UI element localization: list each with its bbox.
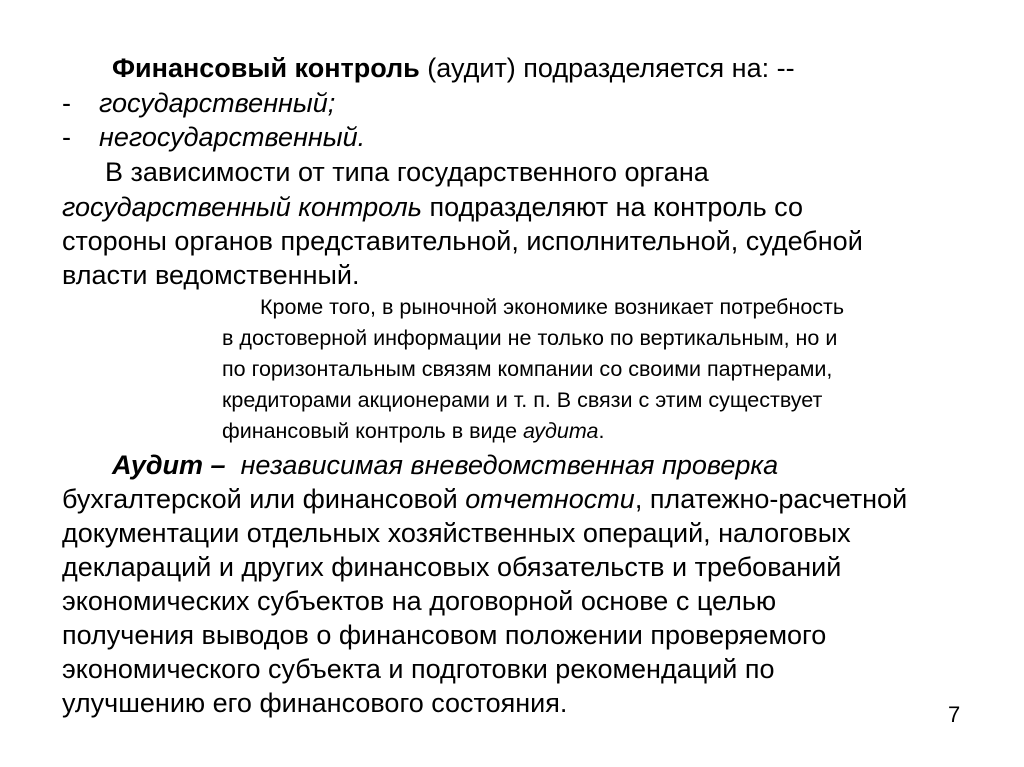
definition-text: независимая вневедомственная проверка <box>225 450 779 480</box>
list-item <box>62 120 365 154</box>
paragraph-line <box>62 190 803 224</box>
paragraph-line: документации отдельных хозяйственных операций, налоговых <box>62 518 851 548</box>
heading-bold-term: Финансовый контроль <box>112 53 420 83</box>
paragraph-text: подразделяют на контроль со <box>421 192 803 222</box>
italic-term: отчетности <box>465 484 635 514</box>
small-paragraph-line <box>222 416 604 446</box>
list-dash: - <box>62 88 71 118</box>
paragraph-text: , платежно-расчетной <box>634 484 908 514</box>
definition-line <box>112 448 778 482</box>
paragraph-line: получения выводов о финансовом положении проверяемого <box>62 620 827 650</box>
paragraph-line: стороны органов представительной, исполнительной, судебной <box>62 226 863 256</box>
paragraph-text: бухгалтерской или финансовой <box>62 484 466 514</box>
italic-term: аудита <box>523 419 599 443</box>
heading-rest: (аудит) подразделяется на: -- <box>419 53 795 83</box>
list-item <box>62 86 335 120</box>
list-dash: - <box>62 122 71 152</box>
small-paragraph-line: Кроме того, в рыночной экономике возникает потребность <box>260 295 845 319</box>
paragraph-line: В зависимости от типа государственного органа <box>105 157 709 187</box>
italic-term: государственный контроль <box>62 192 422 222</box>
paragraph-line: улучшению его финансового состояния. <box>62 688 568 718</box>
small-paragraph-line: в достоверной информации не только по вертикальным, но и <box>222 326 838 350</box>
paragraph-text: финансовый контроль в виде <box>222 419 523 443</box>
block1-heading <box>112 51 795 85</box>
list-item-text: государственный; <box>99 88 336 118</box>
definition-term: Аудит – <box>112 450 226 480</box>
page-number: 7 <box>948 702 961 727</box>
paragraph-text: . <box>598 419 605 443</box>
list-item-text: негосударственный. <box>99 122 366 152</box>
paragraph-line: экономического субъекта и подготовки рекомендаций по <box>62 654 775 684</box>
small-paragraph-line: кредиторами акционерами и т. п. В связи с этим существует <box>222 388 823 412</box>
small-paragraph-line: по горизонтальным связям компании со своими партнерами, <box>222 357 833 381</box>
paragraph-line: экономических субъектов на договорной основе с целью <box>62 586 777 616</box>
paragraph-line <box>62 482 907 516</box>
paragraph-line: власти ведомственный. <box>62 260 360 290</box>
paragraph-line: деклараций и других финансовых обязательств и требований <box>62 552 842 582</box>
